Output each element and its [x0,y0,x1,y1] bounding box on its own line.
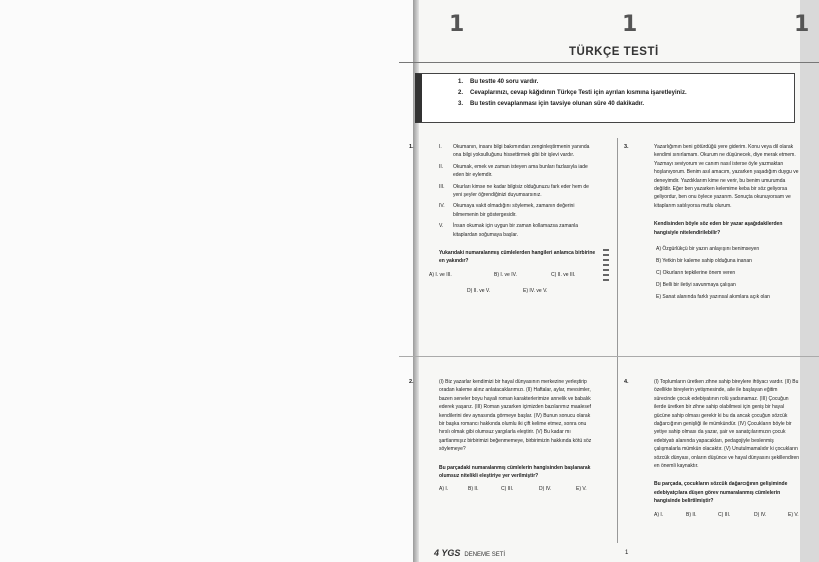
question-stem: Kendisinden böyle söz eden bir yazar aşağıdakilerden hangisiyle nitelendirilebilir? [654,221,783,236]
test-page [409,0,810,562]
answer-option-c[interactable]: C) II. ve III. [551,271,576,278]
answer-option-c[interactable]: C) III. [718,511,731,518]
page-number-left: 1 [449,12,465,37]
question-4 [624,378,800,522]
title-divider [399,62,819,63]
question-number: 1. [409,144,414,150]
footer-page-number: 1 [625,550,629,556]
side-margin-mark [603,249,609,291]
instruction-item: 1. Bu testte 40 soru vardır. [458,79,539,85]
passage-text: Yazarlığımın beni götürdüğü yere giderim. Konu veya dil olarak kendimi sınırlamam. Okurum ne düşünecek, diye merak etmem. Yazmayı seviyorum ve canım nasıl isterse öyle yazmaktan hoşlanıyorum. Benim asıl amacım, yazarken yaşadığım duygu ve deneyimdir. Yazdıklarım kime ne verir, bu benim umurumda değildir. Eğer ben yazarken kelemime keba bir söz geliyorsa geliyordur, ben onu öylece yazarım. Sonuçta okunuyorsam ve kitaplarım satılıyorsa mutlu olurum. [654,144,799,209]
numbered-sentence: V. İnsan okumak için uygun bir zaman kollamazsa zamanla kitaplardan soğumaya başlar. [439,223,579,238]
question-number: 2. [409,379,414,385]
answer-option-e[interactable]: E) IV. ve V. [523,287,548,294]
question-number: 3. [624,144,629,150]
answer-option-a[interactable]: A) Özgürlükçü bir yazın anlayışını benimseyen [656,246,760,253]
numbered-sentence: IV. Okumaya vakit olmadığını söylemek, zamanın değerini bilmemenin bir göstergesidir. [439,203,575,218]
page-title: TÜRKÇE TESTİ [569,46,659,58]
question-3 [624,143,800,305]
section-divider [399,356,819,357]
numbered-sentence: I. Okumanın, insanı bilgi bakımından zenginleştirmenin yanında ona bilgi yoksulluğunu hissettirmek gibi bir işlevi vardır. [439,144,590,159]
page-number-center: 1 [622,12,638,37]
answer-option-a[interactable]: A) I. ve III. [429,271,452,278]
question-stem: Bu parçadaki numaralanmış cümlelerin hangisinden başlanarak olumsuz nitelikli eleştiriye yer verilmiştir? [439,464,591,480]
answer-option-b[interactable]: B) II. [468,486,479,493]
answer-option-b[interactable]: B) II. [686,511,697,518]
answer-option-d[interactable]: D) IV. [539,486,552,493]
instructions-box [415,73,795,123]
answer-option-d[interactable]: D) Belli bir iletiyi savunmaya çalışan [656,281,736,288]
instruction-item: 2. Cevaplarınızı, cevap kâğıdının Türkçe Testi için ayrılan kısmına işaretleyiniz. [458,90,687,96]
answer-option-d[interactable]: D) IV. [754,511,767,518]
question-stem: Bu parçada, çocukların sözcük dağarcığının gelişiminde edebiyatçılara düşen görev numaralanmış cümlelerin hangisinde belirtilmiştir? [654,481,788,505]
numbered-sentence: III. Okurları kimse ne kadar bilgisiz olduğunuzu fark eder hem de yeni şeyler öğrendiğinizi duyumsarsınız. [439,183,589,199]
answer-option-d[interactable]: D) II. ve V. [467,287,491,294]
answer-option-e[interactable]: E) V. [576,486,587,493]
numbered-sentence: II. Okumak, emek ve zaman isteyen ama bunları fazlasıyla iade eden bir eylemdir. [439,163,588,179]
answer-option-e[interactable]: E) V. [788,511,799,518]
answer-option-e[interactable]: E) Sanat alanında farklı yazınsal akımlara açık olan [656,293,770,300]
page-number-right: 1 [794,12,810,37]
answer-option-c[interactable]: C) III. [501,486,514,493]
instruction-item: 3. Bu testin cevaplanması için tavsiye olunan süre 40 dakikadır. [458,101,645,107]
answer-option-a[interactable]: A) I. [439,486,449,493]
footer-brand: 4 YGS DENEME SETİ [434,548,506,558]
answer-option-c[interactable]: C) Okurların tepkilerine önem veren [656,269,736,276]
question-2 [409,378,597,496]
answer-option-a[interactable]: A) I. [654,511,664,518]
question-1 [409,143,597,298]
passage-text: (I) Biz yazarlar kendimizi bir hayal dünyasının merkezine yerleştirip oradan kaleme alınz anlatacaklarımızı. (II) Haftalar, aylar, mevsimler, bazen seneler boyu hayali roman karakterlerimize annelik ve babalık ederek yaşarız. (III) Roman yazarken içimizden bazılarımız maalesef kendilerini dev aynasında görmeye başlar. (IV) Bunun sonucu olarak bir başka romancı hakkında olumlu iki çift kelime etmez, sonra onu hırslı olmak gibi olumsuz yargılarla eleştirir. (V) Bu kadar mı şartlanmışız birbirimizi beğenmemeye, birbirimizin hakkında kötü söz söylemeye? [439,379,592,453]
answer-option-b[interactable]: B) I. ve IV. [494,271,517,278]
question-stem: Yukarıdaki numaralanmış cümlelerden hangileri anlamca birbirine en yakındır? [439,250,596,265]
answer-option-b[interactable]: B) Yetkin bir kaleme sahip olduğuna inanan [656,257,752,264]
question-number: 4. [624,379,629,385]
column-divider [617,138,618,543]
passage-text: (I) Toplumların üretken zihne sahip bireylere ihtiyacı vardır. (II) Bu özellikte bireylerin yetişmesinde, aile ile başlayan eğitim sürecinde çocuk edebiyatının rolü yadsınamaz. (III) Çocuğun ilerde üretken bir zihne sahip olabilmesi için geniş bir hayal gücüne sahip olması gerekir ki bu da ancak çocuğun sözcük dağarcığının genişliği ile mümkündür. (IV) Çocukların böyle bir yetiye sahip olması da yazar, şair ve sanatçılarımızın çocuk edebiyatı alanında yapacakları, pedagojiyle beslenmiş çalışmalarla mümkün olacaktır. (V) Unutulmamalıdır ki çocukların sözcük dünyası, onların düşünce ve hayal dünyasını şekillendiren en önemli kaynaktır. [654,379,800,470]
